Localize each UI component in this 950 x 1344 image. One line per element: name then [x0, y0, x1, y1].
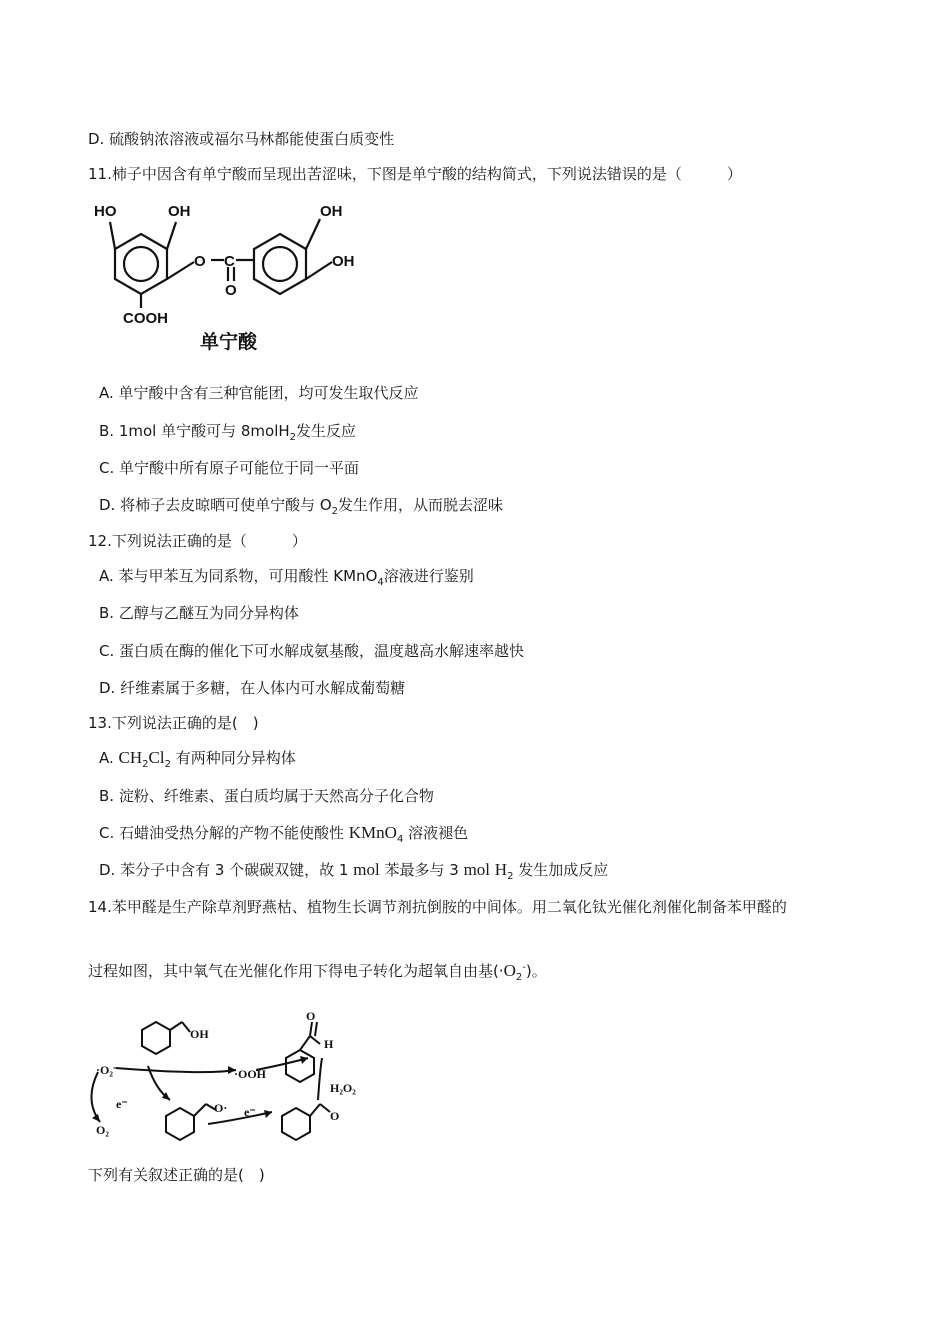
radical-ring — [282, 1108, 310, 1140]
q11-option-b: B. 1mol 单宁酸可与 8molH$_2$发生反应 — [99, 422, 357, 443]
q11-option-d: D. 将柿子去皮晾晒可使单宁酸与 $O_2$发生作用，从而脱去涩味 — [99, 496, 504, 517]
q11-option-c: C. 单宁酸中所有原子可能位于同一平面 — [99, 459, 360, 477]
cooh-label: COOH — [123, 310, 168, 327]
ester-o-label: O — [194, 253, 206, 270]
q11-option-a: A. 单宁酸中含有三种官能团，均可发生取代反应 — [99, 384, 419, 402]
h-label: H — [324, 1037, 334, 1051]
oh-label-3: OH — [332, 253, 355, 270]
h2o2-label: H₂O₂ — [330, 1081, 356, 1095]
question-11-stem: 11.柿子中因含有单宁酸而呈现出苦涩味，下图是单宁酸的结构简式，下列说法错误的是（ ） — [88, 165, 742, 183]
question-14-stem-line1: 14.苯甲醛是生产除草剂野燕枯、植物生长调节剂抗倒胺的中间体。用二氧化钛光催化剂催化制备苯甲醛的 — [88, 898, 787, 916]
q13-option-a: A. $CH_2Cl_2$ 有两种同分异构体 — [99, 748, 296, 770]
q12-option-c: C. 蛋白质在酶的催化下可水解成氨基酸，温度越高水解速率越快 — [99, 642, 525, 660]
tannic-acid-structure — [88, 196, 378, 356]
benzyl-alcohol-ring — [142, 1022, 170, 1054]
benzaldehyde-ring — [286, 1050, 314, 1082]
q13-option-c: C. 石蜡油受热分解的产物不能使酸性 KMnO$_4$ 溶液褪色 — [99, 823, 469, 845]
question-12-stem: 12.下列说法正确的是（ ） — [88, 532, 307, 550]
option-d-prev: D. 硫酸钠浓溶液或福尔马林都能使蛋白质变性 — [88, 130, 395, 148]
arrow-superoxide — [116, 1068, 236, 1072]
ho-label: HO — [94, 203, 117, 220]
right-benzene-ring — [254, 234, 306, 294]
question-13-stem: 13.下列说法正确的是( ) — [88, 714, 259, 732]
electron-label-1: e⁻ — [116, 1097, 128, 1111]
electron-label-2: e⁻ — [244, 1105, 256, 1119]
left-ring-circle — [124, 247, 158, 281]
oh-label-1: OH — [168, 203, 191, 220]
oh-label: OH — [190, 1027, 209, 1041]
alkoxide-o-label: O· — [214, 1101, 228, 1115]
superoxide-label: ·O₂⁻ — [96, 1063, 120, 1077]
oxygen-label: O₂ — [96, 1123, 109, 1137]
q13-option-b: B. 淀粉、纤维素、蛋白质均属于天然高分子化合物 — [99, 787, 434, 805]
q13-option-d: D. 苯分子中含有 3 个碳碳双键，故 1 mol 苯最多与 3 mol $H_2$ 发生加成反应 — [99, 860, 609, 882]
ooh-label: ·OOH — [234, 1067, 267, 1081]
radical-o-label: O — [330, 1109, 340, 1123]
q12-option-b: B. 乙醇与乙醚互为同分异构体 — [99, 604, 299, 622]
aldehyde-o-label: O — [306, 1009, 316, 1023]
q12-option-d: D. 纤维素属于多糖，在人体内可水解成葡萄糖 — [99, 679, 406, 697]
left-benzene-ring — [115, 234, 167, 294]
arrow-o2-cycle — [91, 1072, 100, 1122]
right-ring-circle — [263, 247, 297, 281]
photocatalysis-scheme — [86, 1000, 366, 1155]
q12-option-a: A. 苯与甲苯互为同系物，可用酸性 KMnO$_4$溶液进行鉴别 — [99, 567, 474, 588]
arrow-up-h2o2 — [318, 1058, 322, 1100]
figure-caption: 单宁酸 — [200, 331, 258, 353]
arrowhead-5 — [264, 1110, 272, 1118]
arrowhead-3 — [300, 1056, 308, 1064]
question-14-stem-line2: 过程如图，其中氧气在光催化作用下得电子转化为超氧自由基$(\cdot O_2^-)$。 — [88, 961, 547, 983]
question-14-tail: 下列有关叙述正确的是( ) — [88, 1166, 265, 1184]
alkoxide-ring — [166, 1108, 194, 1140]
oh-label-2: OH — [320, 203, 343, 220]
carbonyl-c-label: C — [224, 253, 235, 270]
carbonyl-o-label: O — [225, 282, 237, 299]
